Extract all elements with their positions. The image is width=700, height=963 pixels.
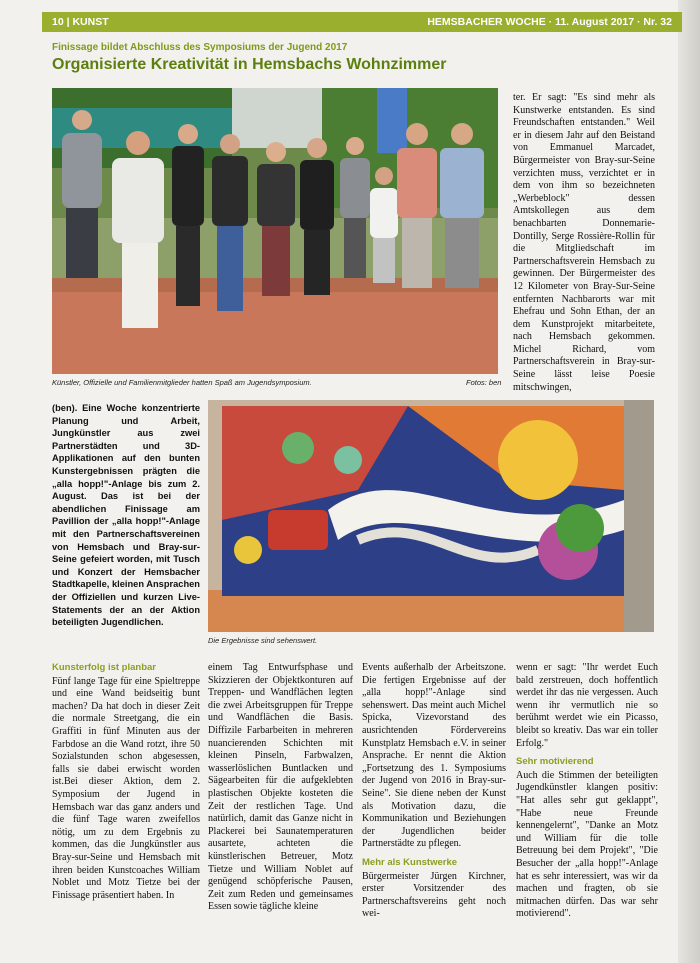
header-bar [42,12,682,32]
article-text: wenn er sagt: "Ihr werdet Euch bald zerstreuen, doch hoffentlich werdet ihr das nie vergessen. Auch wenn ihr vermutlich nie so berühmt werdet wie ein Picasso, bleibt so kreativ. Das war ein toller Erfolg." [516,662,658,749]
article-text: Auch die Stimmen der beteiligten Jugendkünstler klangen positiv: "Hat alles sehr gut geklappt", "Habe neue Freunde kennengelernt", "Danke an Motz und William für die tolle Betreuung bei dem Projekt", "Die Besucher der „alla hopp!"-Anlage hat es sehr interessiert, was wir da machen und fragten, ob sie mitmachen dürfen. Das war sehr motivierend". [516,769,658,920]
article-text: Events außerhalb der Arbeitszone. Die fertigen Ergebnisse auf der „alla hopp!"-Anlage sind sehenswert. Das meint auch Michel Spicka, Vizevorstand des ausrichtenden Fördervereins Kunstplatz Hemsbach e.V. in seiner Ansprache. Er nennt die Aktion „Fortsetzung des 1. Symposiums der Jugend von 2016 in Bray-sur-Seine". Sie diene neben der Kunst als Motivation dazu, die Kommunikation und Beziehungen der Jugendlichen beider Partnerstädte zu pflegen. [362,662,506,850]
article-headline: Organisierte Kreativität in Hemsbachs Wohnzimmer [52,56,447,73]
article-text: Fünf lange Tage für eine Spieltreppe und eine Wand beidseitig bunt machen? Da hat doch in dieser Zeit die normale Streetgang, die ein Graffiti in fünf Minuten aus der Farbdose an die Wand rotzt, ihre 50 Sozialstunden schon abgesessen, falls sie dabei erwischt worden ist.Bei dieser Aktion, dem 2. Symposium der Jugend in Hemsbach war das ganz anders und die fünf Tage waren zweifellos nötig, um zu dem Ergebnis zu kommen, das die Jungkünstler aus Bray-sur-Seine und Hemsbach mit ihren beiden Kunstcoaches William Noblet und Motz Tietze bei der Finissage präsentiert haben. In [52,675,200,901]
publication-label: HEMSBACHER WOCHE · 11. August 2017 · Nr. 32 [427,16,672,28]
subhead-mehr-als-kunstwerke: Mehr als Kunstwerke [362,856,458,868]
photo-credit: Fotos: ben [466,378,502,387]
mural-photo [208,400,654,632]
article-column-right-top [513,92,655,394]
section-label: 10 | KUNST [52,16,109,28]
photo2-caption: Die Ergebnisse sind sehenswert. [208,636,318,645]
article-column-3 [362,662,506,921]
photo1-caption: Künstler, Offizielle und Familienmitglieder hatten Spaß am Jugendsymposium. [52,378,312,387]
article-lead: (ben). Eine Woche konzentrierte Planung und Arbeit, Jungkünstler aus zwei Partnerstädten und 3D-Applikationen auf den bunten Kunstergebnissen prägten die „alla hopp!"-Anlage bis zum 2. August. Das ist bei der abendlichen Finissage am Pavillion der „alla hopp!"-Anlage mit den Partnerschaftsvereinen von Hemsbach und Bray-sur-Seine gefeiert worden, mit Tusch und Konzert der Hemsbacher Stadtkapelle, kleinen Ansprachen der Offiziellen und kurzen Live-Statements der an der Aktion beteiligten Jugendlichen. [52,403,200,628]
subhead-kunsterfolg: Kunsterfolg ist planbar [52,662,156,673]
subhead-sehr-motivierend: Sehr motivierend [516,756,594,768]
article-text: ter. Er sagt: "Es sind mehr als Kunstwerke entstanden. Es sind Freundschaften entstanden." Weil er in diesem Jahr auf den Beistand von Emmanuel Marcadet, Bürgermeister von Bray-sur-Seine verzichten muss, verzichtet er in dem von ihm so bezeichneten „Werbeblock" dessen Amtskollegen aus dem benachbarten Donnemarie-Dontilly, Serge Rossière-Rollin für die Mitgliedschaft im Partnerschaftsverein Hemsbach zu gewinnen. Der Bürgermeister des 12 Kilometer von Bray-Sur-Seine entfernten Nachbarorts war mit Ehefrau und Sohn Ethan, der an dem Kunstprojekt mitarbeitete, nach Hemsbach gekommen. Michel Richard, vom Partnerschaftsverein in Bray-sur-Seine lässt leise Poesie mitschwingen, [513,92,655,393]
article-column-lead [52,402,200,629]
article-column-2 [208,662,353,914]
group-photo [52,88,498,374]
article-text: einem Tag Entwurfsphase und Skizzieren der Objektkonturen auf Treppen- und Wandflächen legten die zwei Arbeitsgruppen für Treppe und Wandflächen die Basis. Diffizile Farbarbeiten in mehreren nuancierenden Schichten mit kleinen Pinseln, Farbwalzen, wasserlöslichen Buntlacken und Sägearbeiten für die aufgeklebten plastischen Objekte kosteten die Zeit der restlichen Tage. Und natürlich, damit das Ganze nicht in Plackerei bei Saunatemperaturen ausartete, achteten die künstlerischen Betreuer, Motz Tietze und William Noblet auf genügend schöpferische Pausen, Zeit zum Reden und gemeinsames Essen sowie tägliche kleine [208,662,353,913]
article-text: Bürgermeister Jürgen Kirchner, erster Vorsitzender des Partnerschaftsvereins geht noch wei- [362,870,506,920]
page-edge-shadow [678,0,700,963]
article-column-4 [516,662,658,921]
article-column-1 [52,658,200,902]
article-kicker: Finissage bildet Abschluss des Symposiums der Jugend 2017 [52,42,348,53]
